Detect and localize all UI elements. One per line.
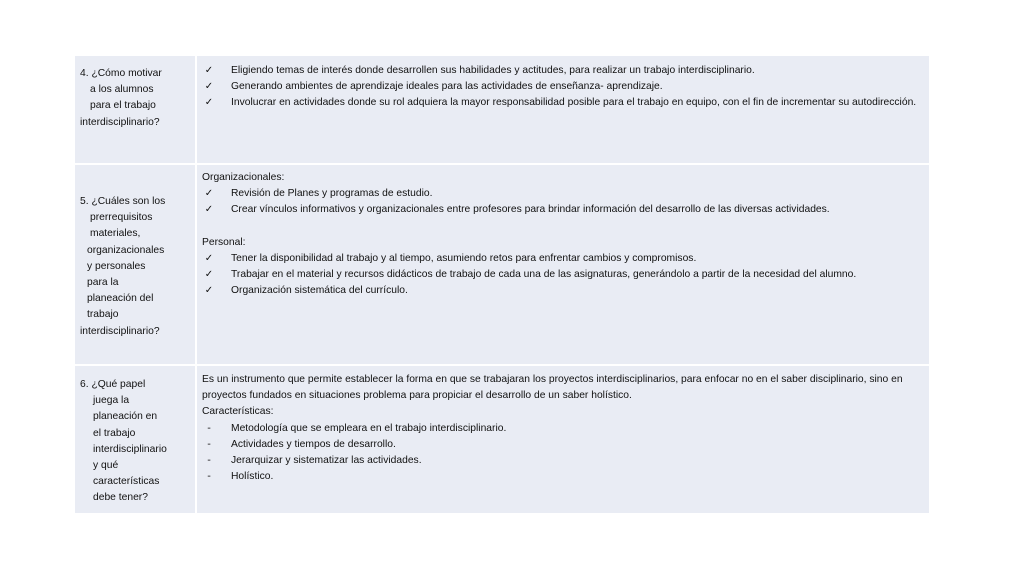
question-line: características xyxy=(93,476,160,488)
checkmark-icon: ✓ xyxy=(204,204,214,216)
table-row xyxy=(75,165,929,366)
question-line: planeación del xyxy=(87,293,154,305)
section-label: Organizacionales: xyxy=(202,172,285,183)
question-cell xyxy=(75,165,197,366)
dash-marker: - xyxy=(207,471,211,483)
answer-cell xyxy=(197,56,929,165)
question-line: organizacionales xyxy=(87,244,165,256)
list-item: ✓ Revisión de Planes y programas de estudio. xyxy=(202,186,925,202)
question-line: interdisciplinario xyxy=(93,443,167,455)
check-list xyxy=(202,251,925,300)
list-item: ✓ Tener la disponibilidad al trabajo y al tiempo, asumiendo retos para enfrentar cambios y compromisos. xyxy=(202,251,925,267)
question-line: 5. ¿Cuáles son los xyxy=(80,196,166,207)
check-list xyxy=(202,186,925,218)
question-line: y qué xyxy=(93,460,119,472)
question-cell xyxy=(75,366,197,513)
answer-cell xyxy=(197,366,929,513)
table-row xyxy=(75,366,929,513)
dash-list xyxy=(202,421,925,486)
dash-marker: - xyxy=(207,455,211,467)
check-list xyxy=(202,63,925,112)
question-cell xyxy=(75,56,197,165)
checkmark-icon: ✓ xyxy=(204,285,214,297)
question-line: para la xyxy=(87,277,119,289)
question-line: interdisciplinario? xyxy=(80,116,160,128)
checkmark-icon: ✓ xyxy=(204,81,214,93)
answer-paragraph: Es un instrumento que permite establecer la forma en que se trabajaran los proyectos interdisciplinarios, para enfocar no en el saber disciplinario, sino en proyectos fundados en situaciones problema para propiciar el desarrollo de un saber holístico. xyxy=(202,374,903,402)
document-table xyxy=(75,56,929,513)
section-label: Personal: xyxy=(202,236,246,248)
checkmark-icon: ✓ xyxy=(204,253,214,264)
list-item: ✓ Eligiendo temas de interés donde desarrollen sus habilidades y actitudes, para realizar un trabajo interdisciplinario. xyxy=(202,63,925,79)
dash-marker: - xyxy=(207,422,211,434)
table-row xyxy=(75,56,929,165)
dash-marker: - xyxy=(207,438,211,450)
section-label: Características: xyxy=(202,406,274,418)
question-line: prerrequisitos xyxy=(90,212,153,224)
question-line: y personales xyxy=(87,260,146,272)
question-line: para el trabajo xyxy=(90,100,156,112)
list-item: ✓ Crear vínculos informativos y organizacionales entre profesores para brindar información del desarrollo de las diversas actividades. xyxy=(202,202,925,218)
list-item: - Jerarquizar y sistematizar las actividades. xyxy=(202,453,925,469)
question-line: interdisciplinario? xyxy=(80,325,160,337)
question-line: debe tener? xyxy=(93,492,148,504)
question-line: 6. ¿Qué papel xyxy=(80,379,146,390)
list-item: - Metodología que se empleara en el trabajo interdisciplinario. xyxy=(202,421,925,437)
list-item: ✓ Generando ambientes de aprendizaje ideales para las actividades de enseñanza- aprendizaje. xyxy=(202,79,925,95)
question-line: trabajo xyxy=(87,309,119,321)
checkmark-icon: ✓ xyxy=(204,188,214,200)
list-item: - Actividades y tiempos de desarrollo. xyxy=(202,437,925,453)
list-item: - Holístico. xyxy=(202,469,925,485)
list-item: ✓ Involucrar en actividades donde su rol adquiera la mayor responsabilidad posible para el trabajo en equipo, con el fin de incrementar su autodirección. xyxy=(202,95,925,111)
question-line: juega la xyxy=(93,395,130,407)
question-line: planeación en xyxy=(93,411,158,423)
question-line: materiales, xyxy=(90,228,141,240)
checkmark-icon: ✓ xyxy=(204,65,214,76)
answer-cell xyxy=(197,165,929,366)
checkmark-icon: ✓ xyxy=(204,269,214,281)
question-line: 4. ¿Cómo motivar xyxy=(80,68,162,79)
list-item: ✓ Trabajar en el material y recursos didácticos de trabajo de cada una de las asignaturas, generándolo a partir de la necesidad del alumno. xyxy=(202,267,925,283)
question-line: el trabajo xyxy=(93,427,136,439)
checkmark-icon: ✓ xyxy=(204,97,214,109)
list-item: ✓ Organización sistemática del currículo. xyxy=(202,283,925,299)
question-line: a los alumnos xyxy=(90,84,154,96)
